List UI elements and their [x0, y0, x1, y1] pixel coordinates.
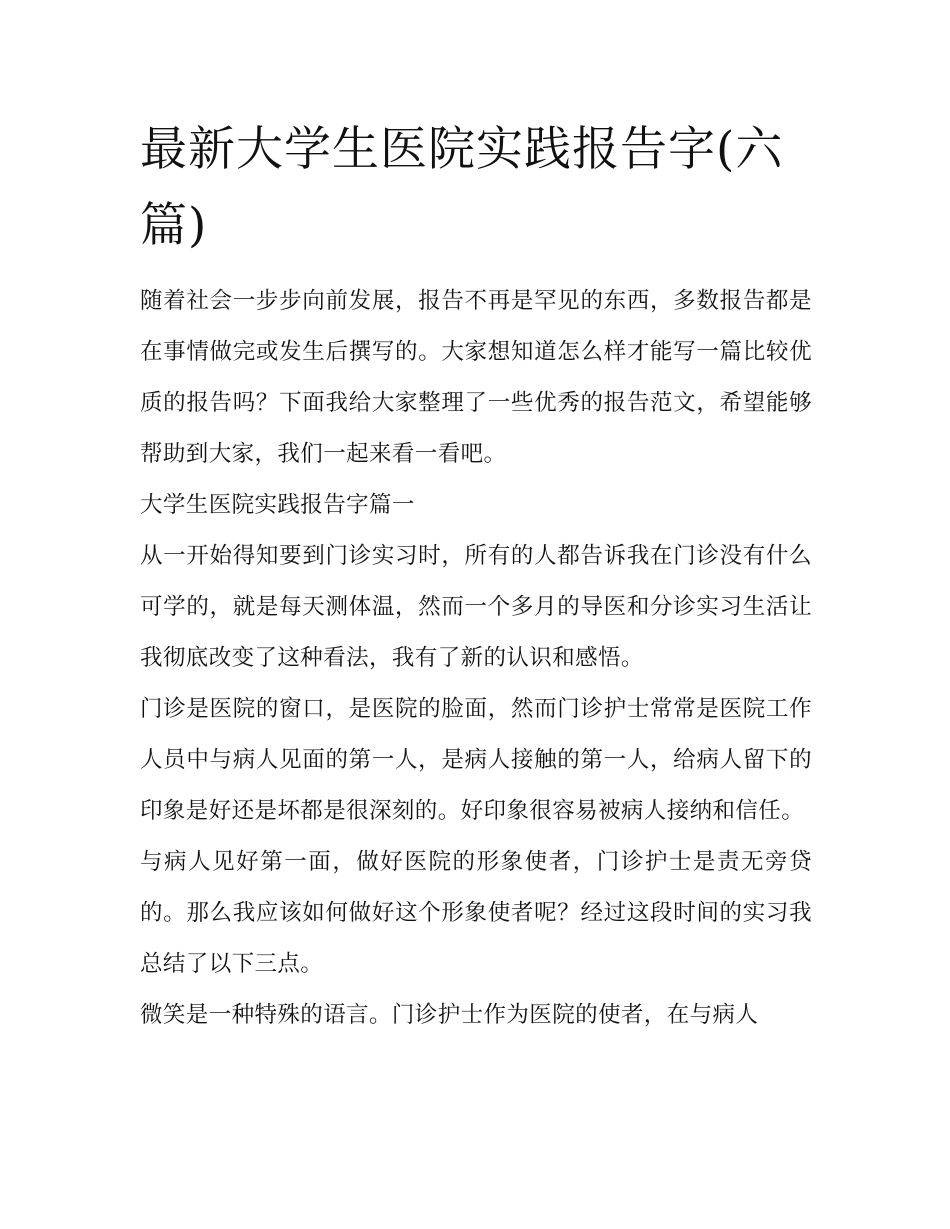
section-heading: 大学生医院实践报告字篇一 [140, 492, 415, 518]
intro-paragraph: 随着社会一步步向前发展，报告不再是罕见的东西，多数报告都是在事情做完或发生后撰写的。大家想知道怎么样才能写一篇比较优质的报告吗？下面我给大家整理了一些优秀的报告范文，希望能够帮助到大家，我们一起来看一看吧。 [140, 288, 812, 467]
body-paragraph: 微笑是一种特殊的语言。门诊护士作为医院的使者，在与病人 [140, 1002, 759, 1028]
body-paragraph: 从一开始得知要到门诊实习时，所有的人都告诉我在门诊没有什么可学的，就是每天测体温，然而一个多月的导医和分诊实习生活让我彻底改变了这种看法，我有了新的认识和感悟。 [140, 543, 812, 671]
body-paragraph: 与病人见好第一面，做好医院的形象使者，门诊护士是责无旁贷的。那么我应该如何做好这个形象使者呢？经过这段时间的实习我总结了以下三点。 [140, 849, 812, 977]
document-title: 最新大学生医院实践报告字(六篇) [140, 122, 784, 253]
document-body [140, 276, 812, 1041]
body-paragraph: 门诊是医院的窗口，是医院的脸面，然而门诊护士常常是医院工作人员中与病人见面的第一人，是病人接触的第一人，给病人留下的印象是好还是坏都是很深刻的。好印象很容易被病人接纳和信任。 [140, 696, 812, 824]
